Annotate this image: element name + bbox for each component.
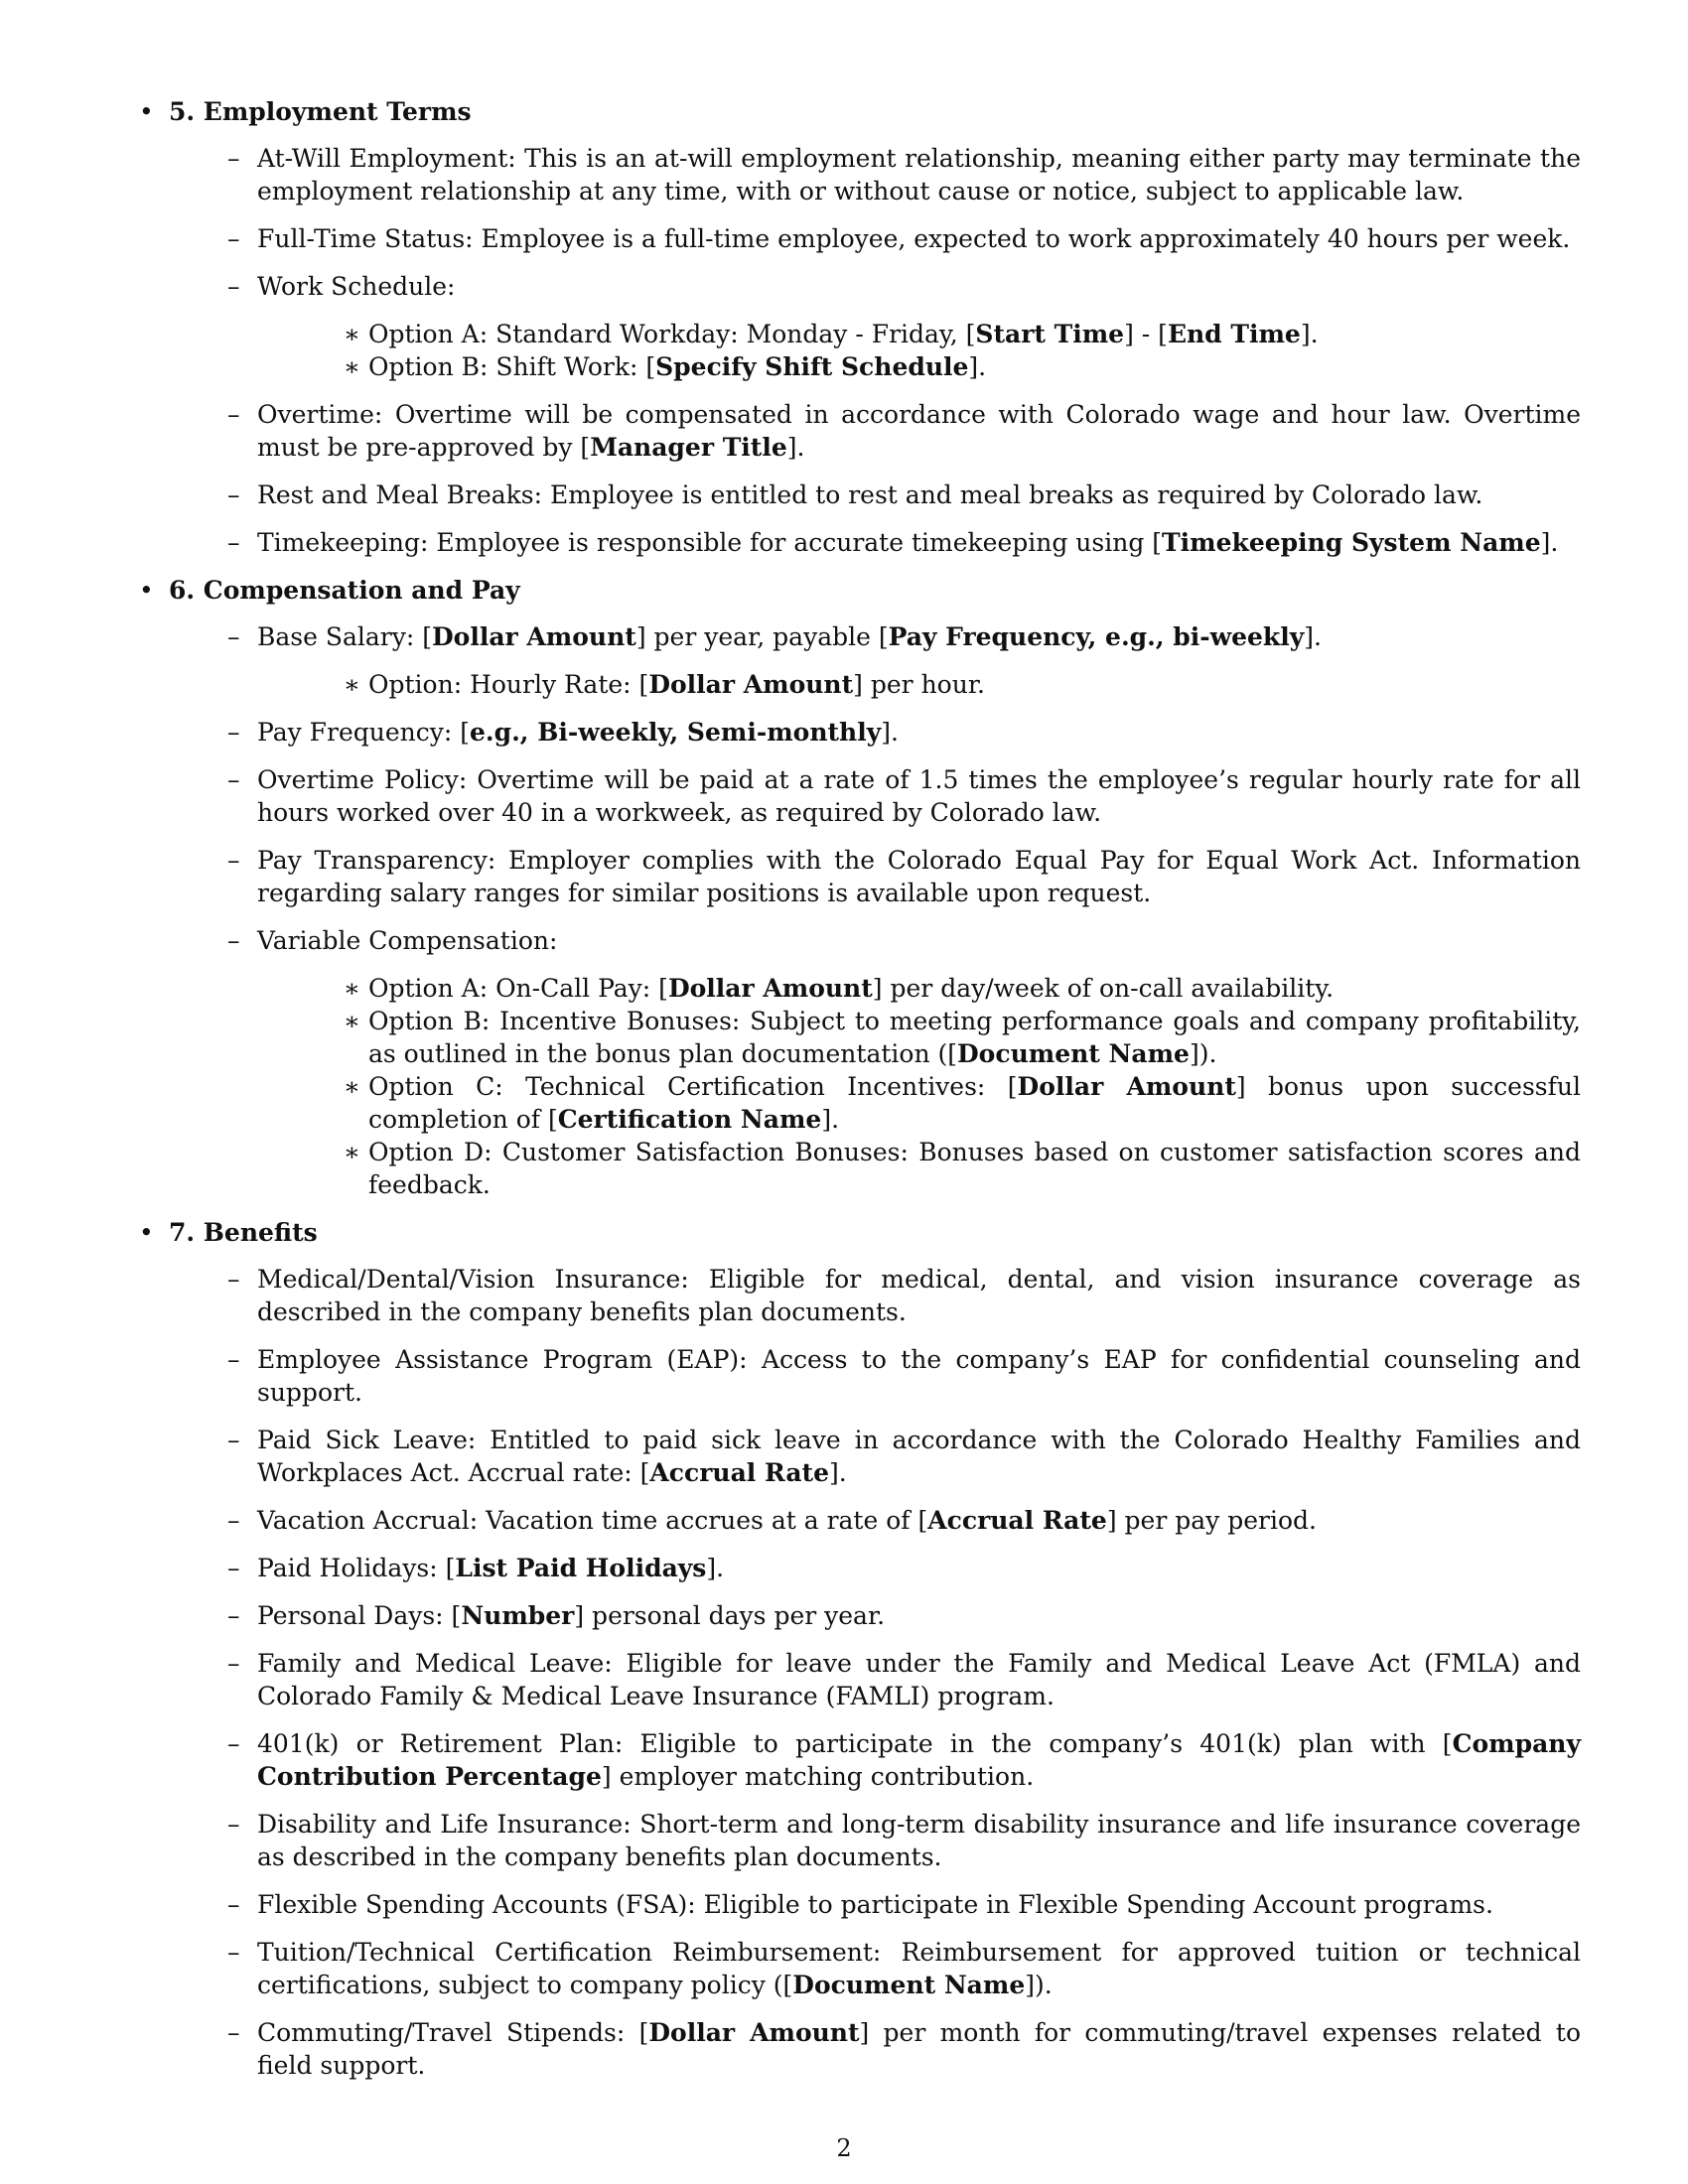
item-text [257, 1647, 1581, 1712]
dash-icon: – [227, 1938, 240, 1967]
item-text [257, 1552, 1581, 1584]
sub-list-item [257, 668, 1581, 701]
dash-icon: – [227, 400, 240, 429]
dash-icon: – [227, 272, 240, 301]
text-run: ]). [1189, 1039, 1217, 1068]
list-item [169, 620, 1581, 701]
bullet-icon: • [139, 576, 154, 605]
text-run: Paid Holidays: [ [257, 1554, 456, 1582]
asterisk-icon: ∗ [344, 320, 360, 348]
item-text [257, 1888, 1581, 1921]
text-run: ] per day/week of on-call availability. [872, 974, 1335, 1003]
sub-list-item [257, 350, 1581, 383]
item-text [257, 844, 1581, 909]
dash-icon: – [227, 846, 240, 875]
text-run: ] per year, payable [ [635, 622, 889, 651]
asterisk-icon: ∗ [344, 974, 360, 1003]
text-run: Disability and Life Insurance: Short-term and long-term disability insurance and life insurance coverage as described in the company benefits plan documents. [257, 1810, 1581, 1871]
sub-list-item [257, 1136, 1581, 1201]
placeholder-field: Certification Name [557, 1105, 822, 1134]
placeholder-field: Number [461, 1601, 575, 1630]
list-item [169, 716, 1581, 749]
dash-icon: – [227, 1506, 240, 1535]
item-text [257, 1263, 1581, 1328]
list-item [169, 924, 1581, 1201]
list-item [169, 1599, 1581, 1632]
dash-icon: – [227, 1729, 240, 1758]
dash-icon: – [227, 224, 240, 253]
text-run: ]. [1304, 622, 1322, 651]
sub-item-text [368, 1070, 1581, 1136]
placeholder-field: Manager Title [590, 433, 787, 462]
item-text [257, 620, 1581, 653]
text-run: ] per hour. [853, 670, 985, 699]
text-run: ] employer matching contribution. [601, 1762, 1035, 1791]
item-text [257, 2016, 1581, 2082]
list-item [169, 526, 1581, 559]
sub-item-text [368, 350, 1581, 383]
sub-list [257, 668, 1581, 701]
text-run: Pay Transparency: Employer complies with the Colorado Equal Pay for Equal Work Act. Information regarding salary ranges for similar positions is available upon request. [257, 846, 1581, 907]
section [139, 574, 1581, 1201]
section [139, 95, 1581, 559]
text-run: ] per pay period. [1106, 1506, 1317, 1535]
text-run: ]. [786, 433, 805, 462]
dash-icon: – [227, 2018, 240, 2047]
placeholder-field: Company Contribution Percentage [257, 1729, 1581, 1791]
list-item [169, 1504, 1581, 1537]
item-text [257, 1343, 1581, 1409]
item-text [257, 763, 1581, 829]
text-run: ]. [821, 1105, 840, 1134]
text-run: ] bonus upon successful completion of [ [368, 1072, 1581, 1134]
placeholder-field: List Paid Holidays [455, 1554, 707, 1582]
list-item [169, 222, 1581, 255]
text-run: Overtime: Overtime will be compensated in accordance with Colorado wage and hour law. Overtime must be pre-approved by [ [257, 400, 1581, 462]
list-item [169, 142, 1581, 207]
item-text [257, 924, 1581, 957]
text-run: ]. [829, 1458, 847, 1487]
text-run: 401(k) or Retirement Plan: Eligible to participate in the company’s 401(k) plan with [ [257, 1729, 1453, 1758]
asterisk-icon: ∗ [344, 1007, 360, 1035]
text-run: Paid Sick Leave: Entitled to paid sick leave in accordance with the Colorado Healthy Families and Workplaces Act. Accrual rate: [ [257, 1426, 1581, 1487]
item-text [257, 398, 1581, 464]
sub-item-text [368, 972, 1581, 1005]
placeholder-field: Dollar Amount [667, 974, 873, 1003]
text-run: Flexible Spending Accounts (FSA): Eligible to participate in Flexible Spending Account programs. [257, 1890, 1493, 1919]
item-text [257, 270, 1581, 303]
text-run: Medical/Dental/Vision Insurance: Eligible for medical, dental, and vision insurance coverage as described in the company benefits plan documents. [257, 1265, 1581, 1326]
text-run: At-Will Employment: This is an at-will employment relationship, meaning either party may terminate the employment relationship at any time, with or without cause or notice, subject to applicable law. [257, 144, 1581, 205]
text-run: ] per month for commuting/travel expenses related to field support. [257, 2018, 1581, 2080]
placeholder-field: Dollar Amount [1017, 1072, 1236, 1101]
dash-icon: – [227, 1601, 240, 1630]
text-run: Full-Time Status: Employee is a full-time employee, expected to work approximately 40 hours per week. [257, 224, 1571, 253]
list-item [169, 844, 1581, 909]
item-text [257, 1599, 1581, 1632]
placeholder-field: Specify Shift Schedule [655, 352, 969, 381]
text-run: Timekeeping: Employee is responsible for accurate timekeeping using [ [257, 528, 1163, 557]
item-text [257, 478, 1581, 511]
list-item [169, 478, 1581, 511]
sub-item-text [368, 1136, 1581, 1201]
list-item [169, 1936, 1581, 2001]
text-run: Option A: On-Call Pay: [ [368, 974, 668, 1003]
text-run: Option D: Customer Satisfaction Bonuses: Bonuses based on customer satisfaction scores and feedback. [368, 1138, 1581, 1199]
text-run: Tuition/Technical Certification Reimbursement: Reimbursement for approved tuition or technical certifications, subject to company policy ([ [257, 1938, 1581, 1999]
list-item [169, 1552, 1581, 1584]
item-text [257, 142, 1581, 207]
sub-list-item [257, 1005, 1581, 1070]
sub-list-item [257, 972, 1581, 1005]
dash-icon: – [227, 1890, 240, 1919]
item-text [257, 1808, 1581, 1873]
section-title: 6. Compensation and Pay [169, 576, 520, 605]
text-run: Employee Assistance Program (EAP): Access to the company’s EAP for confidential counseling and support. [257, 1345, 1581, 1407]
placeholder-field: Timekeeping System Name [1162, 528, 1541, 557]
placeholder-field: Document Name [792, 1971, 1026, 1999]
bullet-icon: • [139, 97, 154, 126]
list-item [169, 398, 1581, 464]
dash-icon: – [227, 144, 240, 173]
list-item [169, 1263, 1581, 1328]
placeholder-field: Start Time [975, 320, 1125, 348]
item-text [257, 222, 1581, 255]
asterisk-icon: ∗ [344, 670, 360, 699]
asterisk-icon: ∗ [344, 1138, 360, 1166]
dash-icon: – [227, 1345, 240, 1374]
placeholder-field: Accrual Rate [649, 1458, 829, 1487]
section-title: 7. Benefits [169, 1218, 318, 1247]
dash-icon: – [227, 528, 240, 557]
list-item [169, 1888, 1581, 1921]
dash-icon: – [227, 765, 240, 794]
text-run: Pay Frequency: [ [257, 718, 471, 747]
text-run: ]. [968, 352, 987, 381]
dash-icon: – [227, 926, 240, 955]
text-run: ] - [ [1124, 320, 1168, 348]
item-text [257, 1936, 1581, 2001]
text-run: Variable Compensation: [257, 926, 558, 955]
text-run: ]. [706, 1554, 725, 1582]
item-text [257, 1424, 1581, 1489]
text-run: Option A: Standard Workday: Monday - Friday, [ [368, 320, 976, 348]
placeholder-field: e.g., Bi-weekly, Semi-monthly [470, 718, 882, 747]
list-item [169, 1808, 1581, 1873]
placeholder-field: Dollar Amount [648, 2018, 860, 2047]
list-item [169, 1727, 1581, 1793]
list-item [169, 1343, 1581, 1409]
placeholder-field: Dollar Amount [648, 670, 854, 699]
text-run: ]. [1300, 320, 1319, 348]
text-run: ] personal days per year. [574, 1601, 886, 1630]
dash-icon: – [227, 1426, 240, 1454]
sub-list-item [257, 318, 1581, 350]
list-item [169, 1647, 1581, 1712]
placeholder-field: Document Name [957, 1039, 1190, 1068]
sub-list-item [257, 1070, 1581, 1136]
sub-list [257, 318, 1581, 383]
item-text [257, 716, 1581, 749]
text-run: Base Salary: [ [257, 622, 432, 651]
placeholder-field: Dollar Amount [431, 622, 636, 651]
dash-icon: – [227, 718, 240, 747]
dash-icon: – [227, 622, 240, 651]
text-run: Family and Medical Leave: Eligible for leave under the Family and Medical Leave Act (FMLA) and Colorado Family & Medical Leave Insurance (FAMLI) program. [257, 1649, 1581, 1710]
section [139, 1216, 1581, 2082]
list-item [169, 763, 1581, 829]
text-run: Vacation Accrual: Vacation time accrues at a rate of [ [257, 1506, 928, 1535]
list-item [169, 2016, 1581, 2082]
item-text [257, 526, 1581, 559]
dash-icon: – [227, 1649, 240, 1678]
text-run: Option C: Technical Certification Incentives: [ [368, 1072, 1018, 1101]
asterisk-icon: ∗ [344, 352, 360, 381]
dash-icon: – [227, 1810, 240, 1839]
list-item [169, 1424, 1581, 1489]
text-run: ]). [1025, 1971, 1053, 1999]
text-run: Option B: Incentive Bonuses: Subject to meeting performance goals and company profitability, as outlined in the bonus plan documentation ([ [368, 1007, 1581, 1068]
page-number: 2 [836, 2134, 852, 2162]
sub-item-text [368, 668, 1581, 701]
placeholder-field: Pay Frequency, e.g., bi-weekly [888, 622, 1305, 651]
text-run: ]. [1540, 528, 1559, 557]
text-run: Commuting/Travel Stipends: [ [257, 2018, 649, 2047]
dash-icon: – [227, 480, 240, 509]
text-run: Work Schedule: [257, 272, 456, 301]
section-title: 5. Employment Terms [169, 97, 472, 126]
text-run: ]. [881, 718, 899, 747]
sub-item-text [368, 1005, 1581, 1070]
placeholder-field: End Time [1167, 320, 1301, 348]
document-page [139, 95, 1581, 2097]
text-run: Rest and Meal Breaks: Employee is entitled to rest and meal breaks as required by Colorado law. [257, 480, 1483, 509]
text-run: Option: Hourly Rate: [ [368, 670, 649, 699]
placeholder-field: Accrual Rate [927, 1506, 1107, 1535]
sub-list [257, 972, 1581, 1201]
text-run: Overtime Policy: Overtime will be paid at a rate of 1.5 times the employee’s regular hourly rate for all hours worked over 40 in a workweek, as required by Colorado law. [257, 765, 1581, 827]
item-text [257, 1727, 1581, 1793]
sections-container [139, 95, 1581, 2082]
list-item [169, 270, 1581, 383]
sub-item-text [368, 318, 1581, 350]
item-text [257, 1504, 1581, 1537]
bullet-icon: • [139, 1218, 154, 1247]
text-run: Personal Days: [ [257, 1601, 462, 1630]
asterisk-icon: ∗ [344, 1072, 360, 1101]
text-run: Option B: Shift Work: [ [368, 352, 656, 381]
dash-icon: – [227, 1554, 240, 1582]
dash-icon: – [227, 1265, 240, 1294]
